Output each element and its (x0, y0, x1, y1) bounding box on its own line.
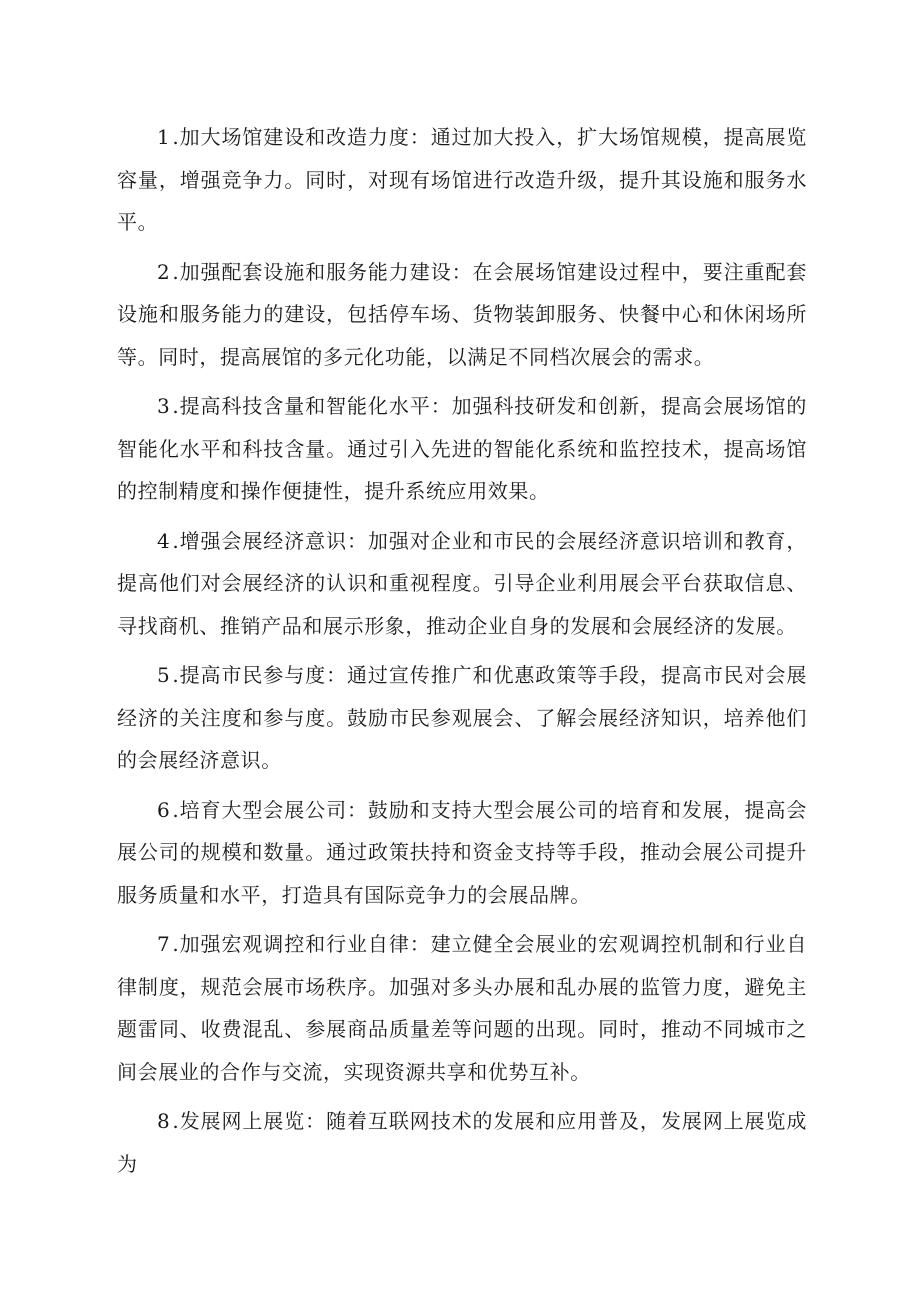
item-number: 7 (157, 932, 171, 956)
item-text: .增强会展经济意识：加强对企业和市民的会展经济意识培训和教育，提高他们对会展经济的认识和重视程度。引导企业利用展会平台获取信息、寻找商机、推销产品和展示形象，推动企业自身的发展和会展经济的发展。 (117, 528, 807, 638)
list-item (117, 654, 807, 782)
list-item (117, 251, 807, 379)
document-body (117, 116, 807, 1192)
list-item (117, 923, 807, 1093)
item-text: .提高科技含量和智能化水平：加强科技研发和创新，提高会展场馆的智能化水平和科技含量。通过引入先进的智能化系统和监控技术，提高场馆的控制精度和操作便捷性，提升系统应用效果。 (117, 394, 807, 503)
item-number: 1 (157, 125, 171, 149)
item-text: .提高市民参与度：通过宣传推广和优惠政策等手段，提高市民对会展经济的关注度和参与度。鼓励市民参观展会、了解会展经济知识，培养他们的会展经济意识。 (117, 663, 807, 772)
list-item (117, 1100, 807, 1185)
item-number: 4 (157, 528, 171, 553)
item-text: .加强宏观调控和行业自律：建立健全会展业的宏观调控机制和行业自律制度，规范会展市场秩序。加强对多头办展和乱办展的监管力度，避免主题雷同、收费混乱、参展商品质量差等问题的出现。同时，推动不同城市之间会展业的合作与交流，实现资源共享和优势互补。 (117, 932, 807, 1084)
item-number: 2 (157, 259, 171, 284)
list-item (117, 385, 807, 513)
item-text: .培育大型会展公司：鼓励和支持大型会展公司的培育和发展，提高会展公司的规模和数量。通过政策扶持和资金支持等手段，推动会展公司提升服务质量和水平，打造具有国际竞争力的会展品牌。 (117, 797, 807, 907)
list-item (117, 789, 807, 917)
item-text: .加大场馆建设和改造力度：通过加大投入，扩大场馆规模，提高展览容量，增强竞争力。同时，对现有场馆进行改造升级，提升其设施和服务水平。 (117, 125, 807, 234)
item-number: 6 (157, 797, 171, 822)
item-text: .加强配套设施和服务能力建设：在会展场馆建设过程中，要注重配套设施和服务能力的建设，包括停车场、货物装卸服务、快餐中心和休闲场所等。同时，提高展馆的多元化功能，以满足不同档次展会的需求。 (117, 259, 807, 369)
item-number: 8 (157, 1109, 171, 1133)
item-number: 3 (157, 394, 171, 418)
item-text: .发展网上展览：随着互联网技术的发展和应用普及，发展网上展览成为 (117, 1109, 807, 1176)
list-item (117, 520, 807, 648)
list-item (117, 116, 807, 244)
item-number: 5 (157, 663, 171, 687)
